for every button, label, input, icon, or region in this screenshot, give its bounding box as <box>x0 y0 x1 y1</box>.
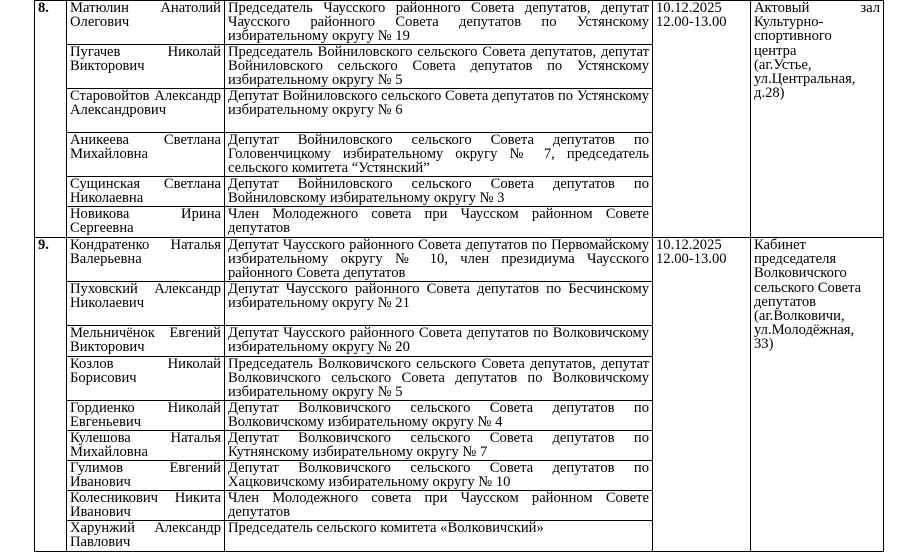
deputy-name: Новикова Ирина Сергеевна <box>67 207 225 238</box>
deputy-position: Председатель Волковичского сельского Совета депутатов, депутат Волковичского сельского Совета депутатов по Волковичскому избирательному округу № 5 <box>225 357 653 401</box>
deputy-position: Депутат Чаусского районного Совета депутатов по Первомайскому избирательному округу № 10, член президиума Чаусского районного Совета депутатов <box>225 238 653 282</box>
deputies-reception-table <box>34 0 884 552</box>
deputy-name: Старовойтов Александр Александрович <box>67 89 225 133</box>
deputy-name: Пуховский Александр Николаевич <box>67 282 225 326</box>
reception-place-line: Волковичского <box>754 265 847 282</box>
reception-place <box>751 1 884 238</box>
reception-place-line: ул.Молодёжная, <box>754 322 855 339</box>
deputy-position: Депутат Волковичского сельского Совета депутатов по Волковичскому избирательному округу № 4 <box>225 401 653 431</box>
deputy-name: Мельничёнок Евгений Викторович <box>67 326 225 357</box>
deputy-position: Депутат Чаусского районного Совета депутатов по Бесчинскому избирательному округу № 21 <box>225 282 653 326</box>
deputy-name: Гордиенко Николай Евгеньевич <box>67 401 225 431</box>
deputy-name: Пугачев Николай Викторович <box>67 45 225 89</box>
reception-place <box>751 238 884 552</box>
deputy-position: Депутат Чаусского районного Совета депутатов по Волковичскому избирательному округу № 20 <box>225 326 653 357</box>
deputy-name: Кондратенко Наталья Валерьевна <box>67 238 225 282</box>
reception-datetime <box>653 238 751 552</box>
deputy-position: Председатель Войниловского сельского Совета депутатов, депутат Войниловского сельского Совета депутатов по Устянскому избирательному округу № 5 <box>225 45 653 89</box>
reception-place-line: ул.Центральная, <box>754 71 856 88</box>
reception-date: 10.12.2025 <box>656 237 722 253</box>
reception-time: 12.00-13.00 <box>656 14 727 31</box>
deputy-name: Колесникович Никита Иванович <box>67 491 225 521</box>
deputy-position: Председатель Чаусского районного Совета депутатов, депутат Чаусского районного Совета депутатов по Устянскому избирательному округу № 19 <box>225 1 653 45</box>
reception-place-line: депутатов <box>754 293 817 310</box>
deputy-position: Член Молодежного совета при Чаусском районном Совете депутатов <box>225 491 653 521</box>
reception-place-line: Культурно- <box>754 14 824 31</box>
deputy-name: Гулимов Евгений Иванович <box>67 461 225 491</box>
deputy-position: Председатель сельского комитета «Волковичский» <box>225 521 653 552</box>
reception-place-line: центра <box>754 42 797 59</box>
group-number: 8. <box>35 1 67 238</box>
deputy-name: Козлов Николай Борисович <box>67 357 225 401</box>
deputy-position: Депутат Волковичского сельского Совета депутатов по Кутнянскому избирательному округу № 7 <box>225 431 653 461</box>
deputy-name: Сущинская Светлана Николаевна <box>67 177 225 207</box>
deputy-position: Член Молодежного совета при Чаусском районном Совете депутатов <box>225 207 653 238</box>
table-row <box>35 1 884 45</box>
reception-place-line: д.28) <box>754 85 785 102</box>
reception-place-line: (аг.Волковичи, <box>754 308 845 325</box>
deputy-name: Матюлин Анатолий Олегович <box>67 1 225 45</box>
reception-datetime <box>653 1 751 238</box>
deputy-position: Депутат Войниловского сельского Совета депутатов по Войниловскому избирательному округу № 3 <box>225 177 653 207</box>
deputy-name: Аникеева Светлана Михайловна <box>67 133 225 177</box>
reception-place-line: 33) <box>754 336 774 353</box>
deputy-name: Харунжий Александр Павлович <box>67 521 225 552</box>
reception-date: 10.12.2025 <box>656 0 722 16</box>
deputy-position: Депутат Волковичского сельского Совета депутатов по Хацковичскому избирательному округу № 10 <box>225 461 653 491</box>
reception-place-line: Кабинет <box>754 237 806 253</box>
reception-place-line: Актовый зал <box>754 0 880 16</box>
deputy-position: Депутат Войниловского сельского Совета депутатов по Устянскому избирательному округу № 6 <box>225 89 653 133</box>
group-number: 9. <box>35 238 67 552</box>
table-row <box>35 238 884 282</box>
deputy-position: Депутат Войниловского сельского Совета депутатов по Головенчицкому избирательному округу № 7, председатель сельского комитета “Устянский” <box>225 133 653 177</box>
reception-time: 12.00-13.00 <box>656 251 727 268</box>
reception-place-line: председателя <box>754 251 837 268</box>
reception-place-line: спортивного <box>754 28 832 45</box>
reception-place-line: (аг.Устье, <box>754 56 812 73</box>
reception-place-line: сельского Совета <box>754 279 862 296</box>
deputy-name: Кулешова Наталья Михайловна <box>67 431 225 461</box>
